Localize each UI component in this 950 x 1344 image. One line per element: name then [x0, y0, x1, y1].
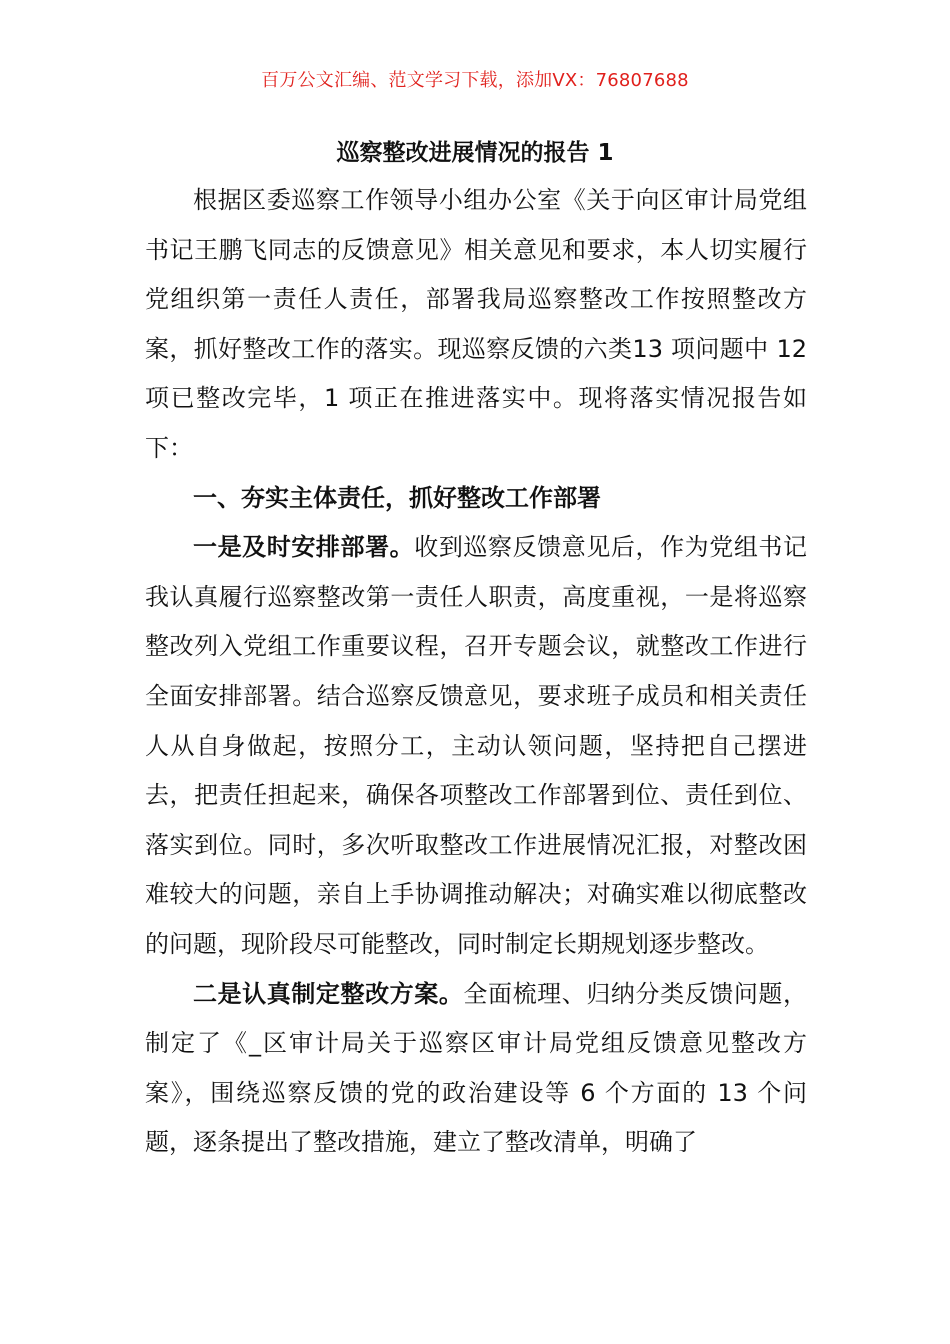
- intro-paragraph: [145, 176, 807, 474]
- paragraph-item-2: [145, 970, 807, 1168]
- header-banner: 百万公文汇编、范文学习下载，添加VX：76807688: [261, 70, 689, 91]
- paragraph-lead: 一是及时安排部署。: [193, 533, 415, 562]
- document-title: 巡察整改进展情况的报告 1: [336, 140, 614, 166]
- paragraph-text: 收到巡察反馈意见后，作为党组书记我认真履行巡察整改第一责任人职责，高度重视，一是将巡察整改列入党组工作重要议程，召开专题会议，就整改工作进行全面安排部署。结合巡察反馈意见，要求班子成员和相关责任人从自身做起，按照分工，主动认领问题，坚持把自己摆进去，把责任担起来，确保各项整改工作部署到位、责任到位、落实到位。同时，多次听取整改工作进展情况汇报，对整改困难较大的问题，亲自上手协调推动解决；对确实难以彻底整改的问题，现阶段尽可能整改，同时制定长期规划逐步整改。: [145, 533, 807, 958]
- document-body: [145, 176, 807, 1168]
- paragraph-lead: 二是认真制定整改方案。: [193, 979, 464, 1008]
- section-heading-text: 一、夯实主体责任，抓好整改工作部署: [193, 483, 601, 512]
- section-heading: [145, 474, 807, 524]
- paragraph-text: 全面梳理、归纳分类反馈问题，制定了《_区审计局关于巡察区审计局党组反馈意见整改方案》，围绕巡察反馈的党的政治建设等 6 个方面的 13 个问题，逐条提出了整改措施，建立了整改清单，明确了: [145, 979, 808, 1157]
- paragraph-text: 根据区委巡察工作领导小组办公室《关于向区审计局党组书记王鹏飞同志的反馈意见》相关意见和要求，本人切实履行党组织第一责任人责任，部署我局巡察整改工作按照整改方案，抓好整改工作的落实。现巡察反馈的六类13 项问题中 12 项已整改完毕，1 项正在推进落实中。现将落实情况报告如下：: [145, 186, 807, 462]
- paragraph-item-1: [145, 523, 807, 969]
